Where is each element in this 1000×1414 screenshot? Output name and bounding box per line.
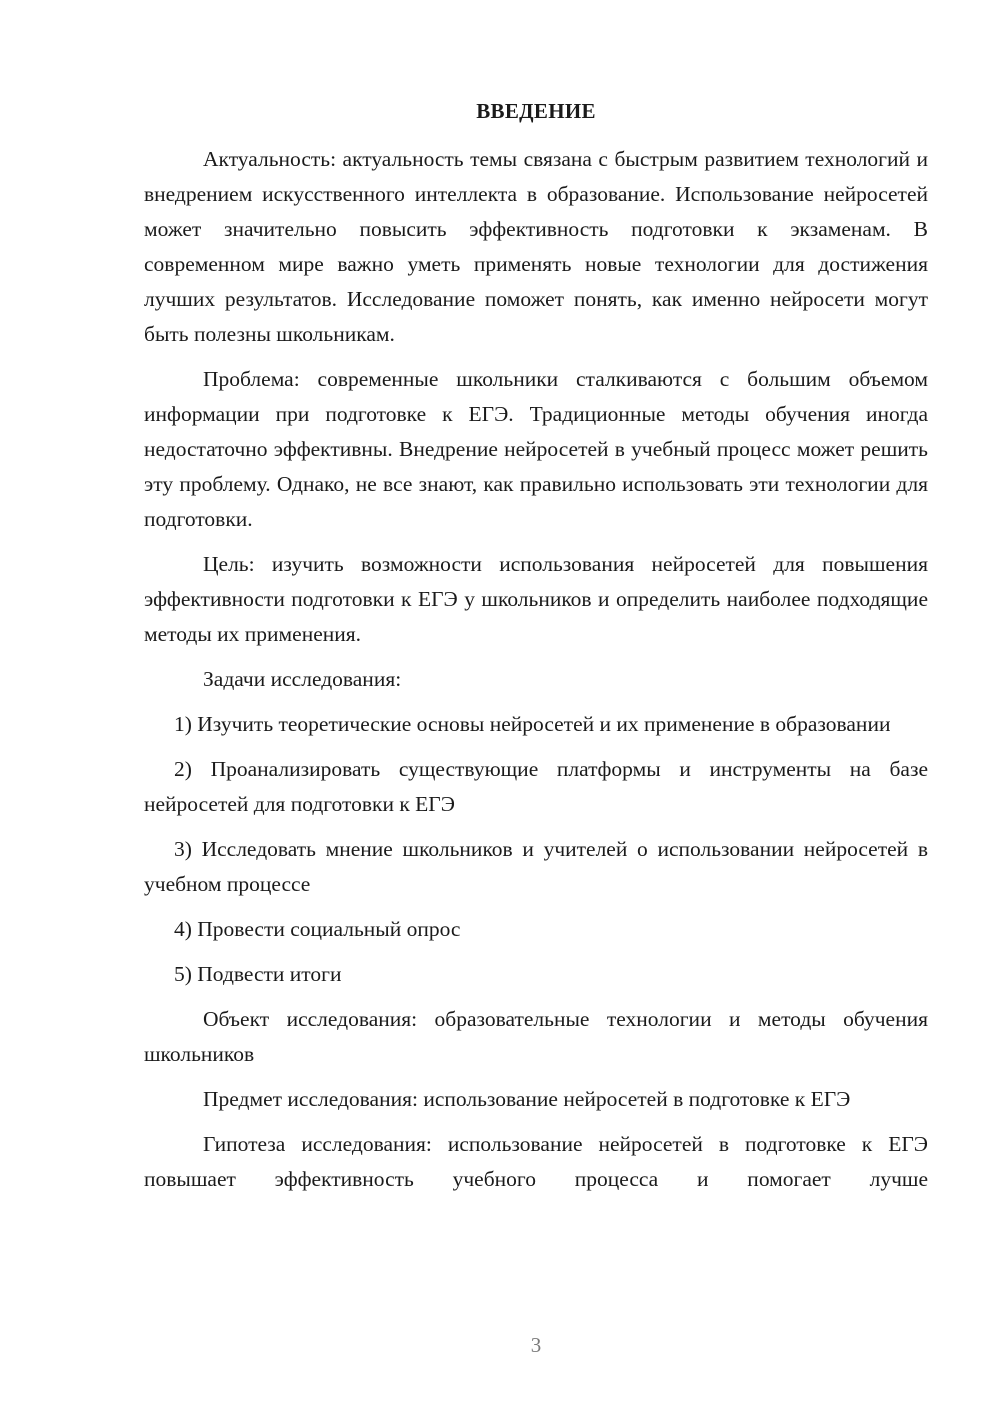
- task-item: 4) Провести социальный опрос: [174, 917, 461, 941]
- tasks-heading: Задачи исследования:: [203, 667, 402, 691]
- document-body: [144, 142, 928, 1207]
- task-item: 5) Подвести итоги: [174, 962, 342, 986]
- relevance-paragraph: Актуальность: актуальность темы связана с быстрым развитием технологий и внедрением искусственного интеллекта в образование. Использование нейросетей может значительно повысить эффективность подготовки к экзаменам. В современном мире важно уметь применять новые технологии для достижения лучших результатов. Исследование поможет понять, как именно нейросети могут быть полезны школьникам.: [144, 147, 928, 346]
- task-item: 3) Исследовать мнение школьников и учителей о использовании нейросетей в учебном процессе: [144, 837, 928, 896]
- page-number: 3: [530, 1333, 542, 1357]
- hypothesis-paragraph: Гипотеза исследования: использование нейросетей в подготовке к ЕГЭ повышает эффективность учебного процесса и помогает лучше: [144, 1132, 928, 1191]
- task-item: 1) Изучить теоретические основы нейросетей и их применение в образовании: [174, 712, 891, 736]
- problem-paragraph: Проблема: современные школьники сталкиваются с большим объемом информации при подготовке к ЕГЭ. Традиционные методы обучения иногда недостаточно эффективны. Внедрение нейросетей в учебный процесс может решить эту проблему. Однако, не все знают, как правильно использовать эти технологии для подготовки.: [144, 367, 928, 531]
- page-title: ВВЕДЕНИЕ: [476, 99, 596, 123]
- object-paragraph: Объект исследования: образовательные технологии и методы обучения школьников: [144, 1007, 928, 1066]
- goal-paragraph: Цель: изучить возможности использования нейросетей для повышения эффективности подготовки к ЕГЭ у школьников и определить наиболее подходящие методы их применения.: [144, 552, 928, 646]
- task-item: 2) Проанализировать существующие платформы и инструменты на базе нейросетей для подготовки к ЕГЭ: [144, 757, 928, 816]
- subject-paragraph: Предмет исследования: использование нейросетей в подготовке к ЕГЭ: [203, 1087, 851, 1111]
